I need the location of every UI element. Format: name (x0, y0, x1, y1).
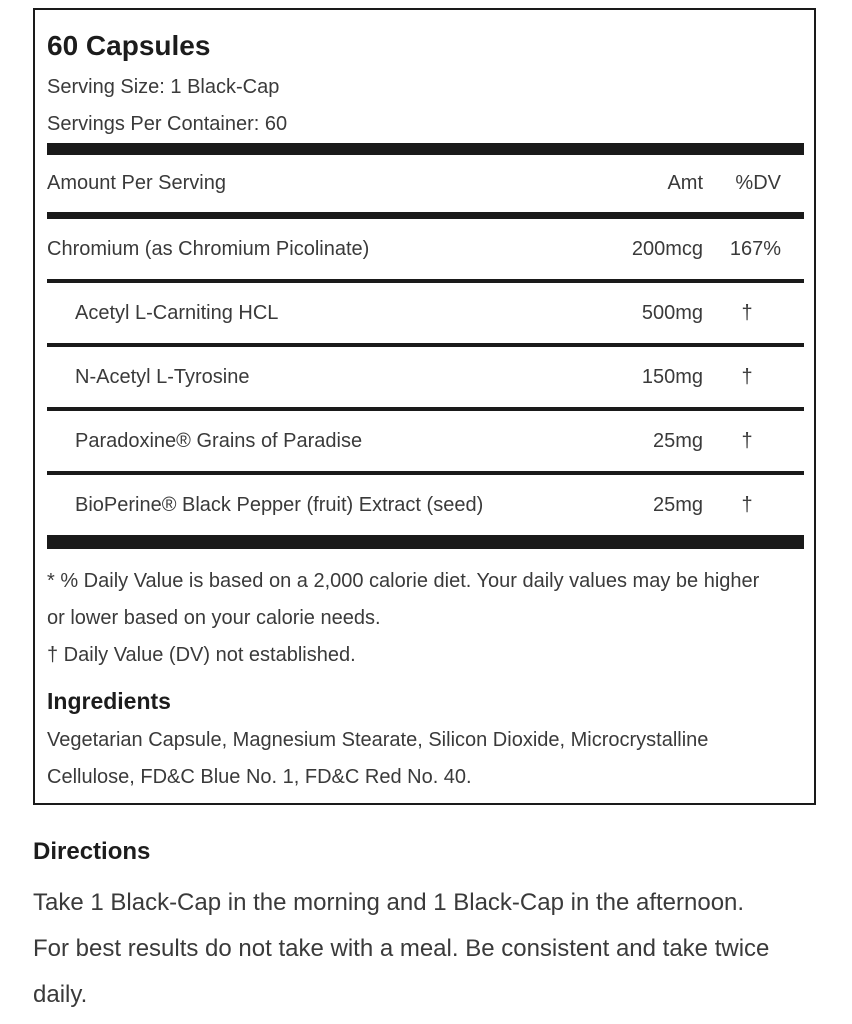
row-divider (47, 471, 804, 475)
ingredient-name: BioPerine® Black Pepper (fruit) Extract (seed) (75, 494, 484, 516)
dagger-mark: † (741, 366, 753, 388)
ingredient-amount: 500mg (641, 302, 703, 324)
servings-per-container: Servings Per Container: 60 (47, 113, 288, 135)
ingredient-name: Acetyl L-Carniting HCL (75, 302, 279, 324)
table-row (47, 238, 804, 268)
panel-title: 60 Capsules (47, 30, 211, 61)
ingredient-dv: 167% (729, 238, 781, 260)
ingredient-amount: 25mg (652, 430, 703, 452)
directions-text-line: For best results do not take with a meal. Be consistent and take twice (33, 935, 770, 962)
table-row (47, 430, 804, 460)
serving-size: Serving Size: 1 Black-Cap (47, 76, 280, 98)
dagger-mark: † (741, 430, 753, 452)
ingredient-name: N-Acetyl L-Tyrosine (75, 366, 250, 388)
footnote-daily-value: * % Daily Value is based on a 2,000 calorie diet. Your daily values may be higher (47, 570, 760, 592)
ingredients-text-line: Vegetarian Capsule, Magnesium Stearate, Silicon Dioxide, Microcrystalline (47, 729, 709, 751)
directions-text-line: Take 1 Black-Cap in the morning and 1 Black-Cap in the afternoon. (33, 889, 745, 916)
ingredient-amount: 200mcg (631, 238, 703, 260)
row-divider (47, 407, 804, 411)
ingredient-name: Paradoxine® Grains of Paradise (75, 430, 363, 452)
medium-divider (47, 212, 804, 219)
thick-divider (47, 143, 804, 155)
dagger-mark: † (741, 494, 753, 516)
directions-text-line: daily. (33, 981, 88, 1008)
supplement-facts-panel (33, 8, 816, 805)
table-header (47, 172, 804, 202)
table-row (47, 302, 804, 332)
ingredient-name: Chromium (as Chromium Picolinate) (47, 238, 370, 260)
ingredients-text-line: Cellulose, FD&C Blue No. 1, FD&C Red No. 40. (47, 766, 472, 788)
directions-heading: Directions (33, 838, 151, 865)
dagger-mark: † (741, 302, 753, 324)
dv-header: %DV (735, 172, 781, 194)
footnote-dagger: † Daily Value (DV) not established. (47, 644, 356, 666)
table-row (47, 366, 804, 396)
table-row (47, 494, 804, 524)
ingredients-heading: Ingredients (47, 688, 171, 714)
ingredient-amount: 150mg (641, 366, 703, 388)
row-divider (47, 343, 804, 347)
amt-header: Amt (667, 172, 703, 194)
footnote-calorie-needs: or lower based on your calorie needs. (47, 607, 381, 629)
row-divider (47, 279, 804, 283)
thick-divider (47, 535, 804, 549)
ingredient-amount: 25mg (652, 494, 703, 516)
amount-per-serving-label: Amount Per Serving (47, 172, 226, 194)
